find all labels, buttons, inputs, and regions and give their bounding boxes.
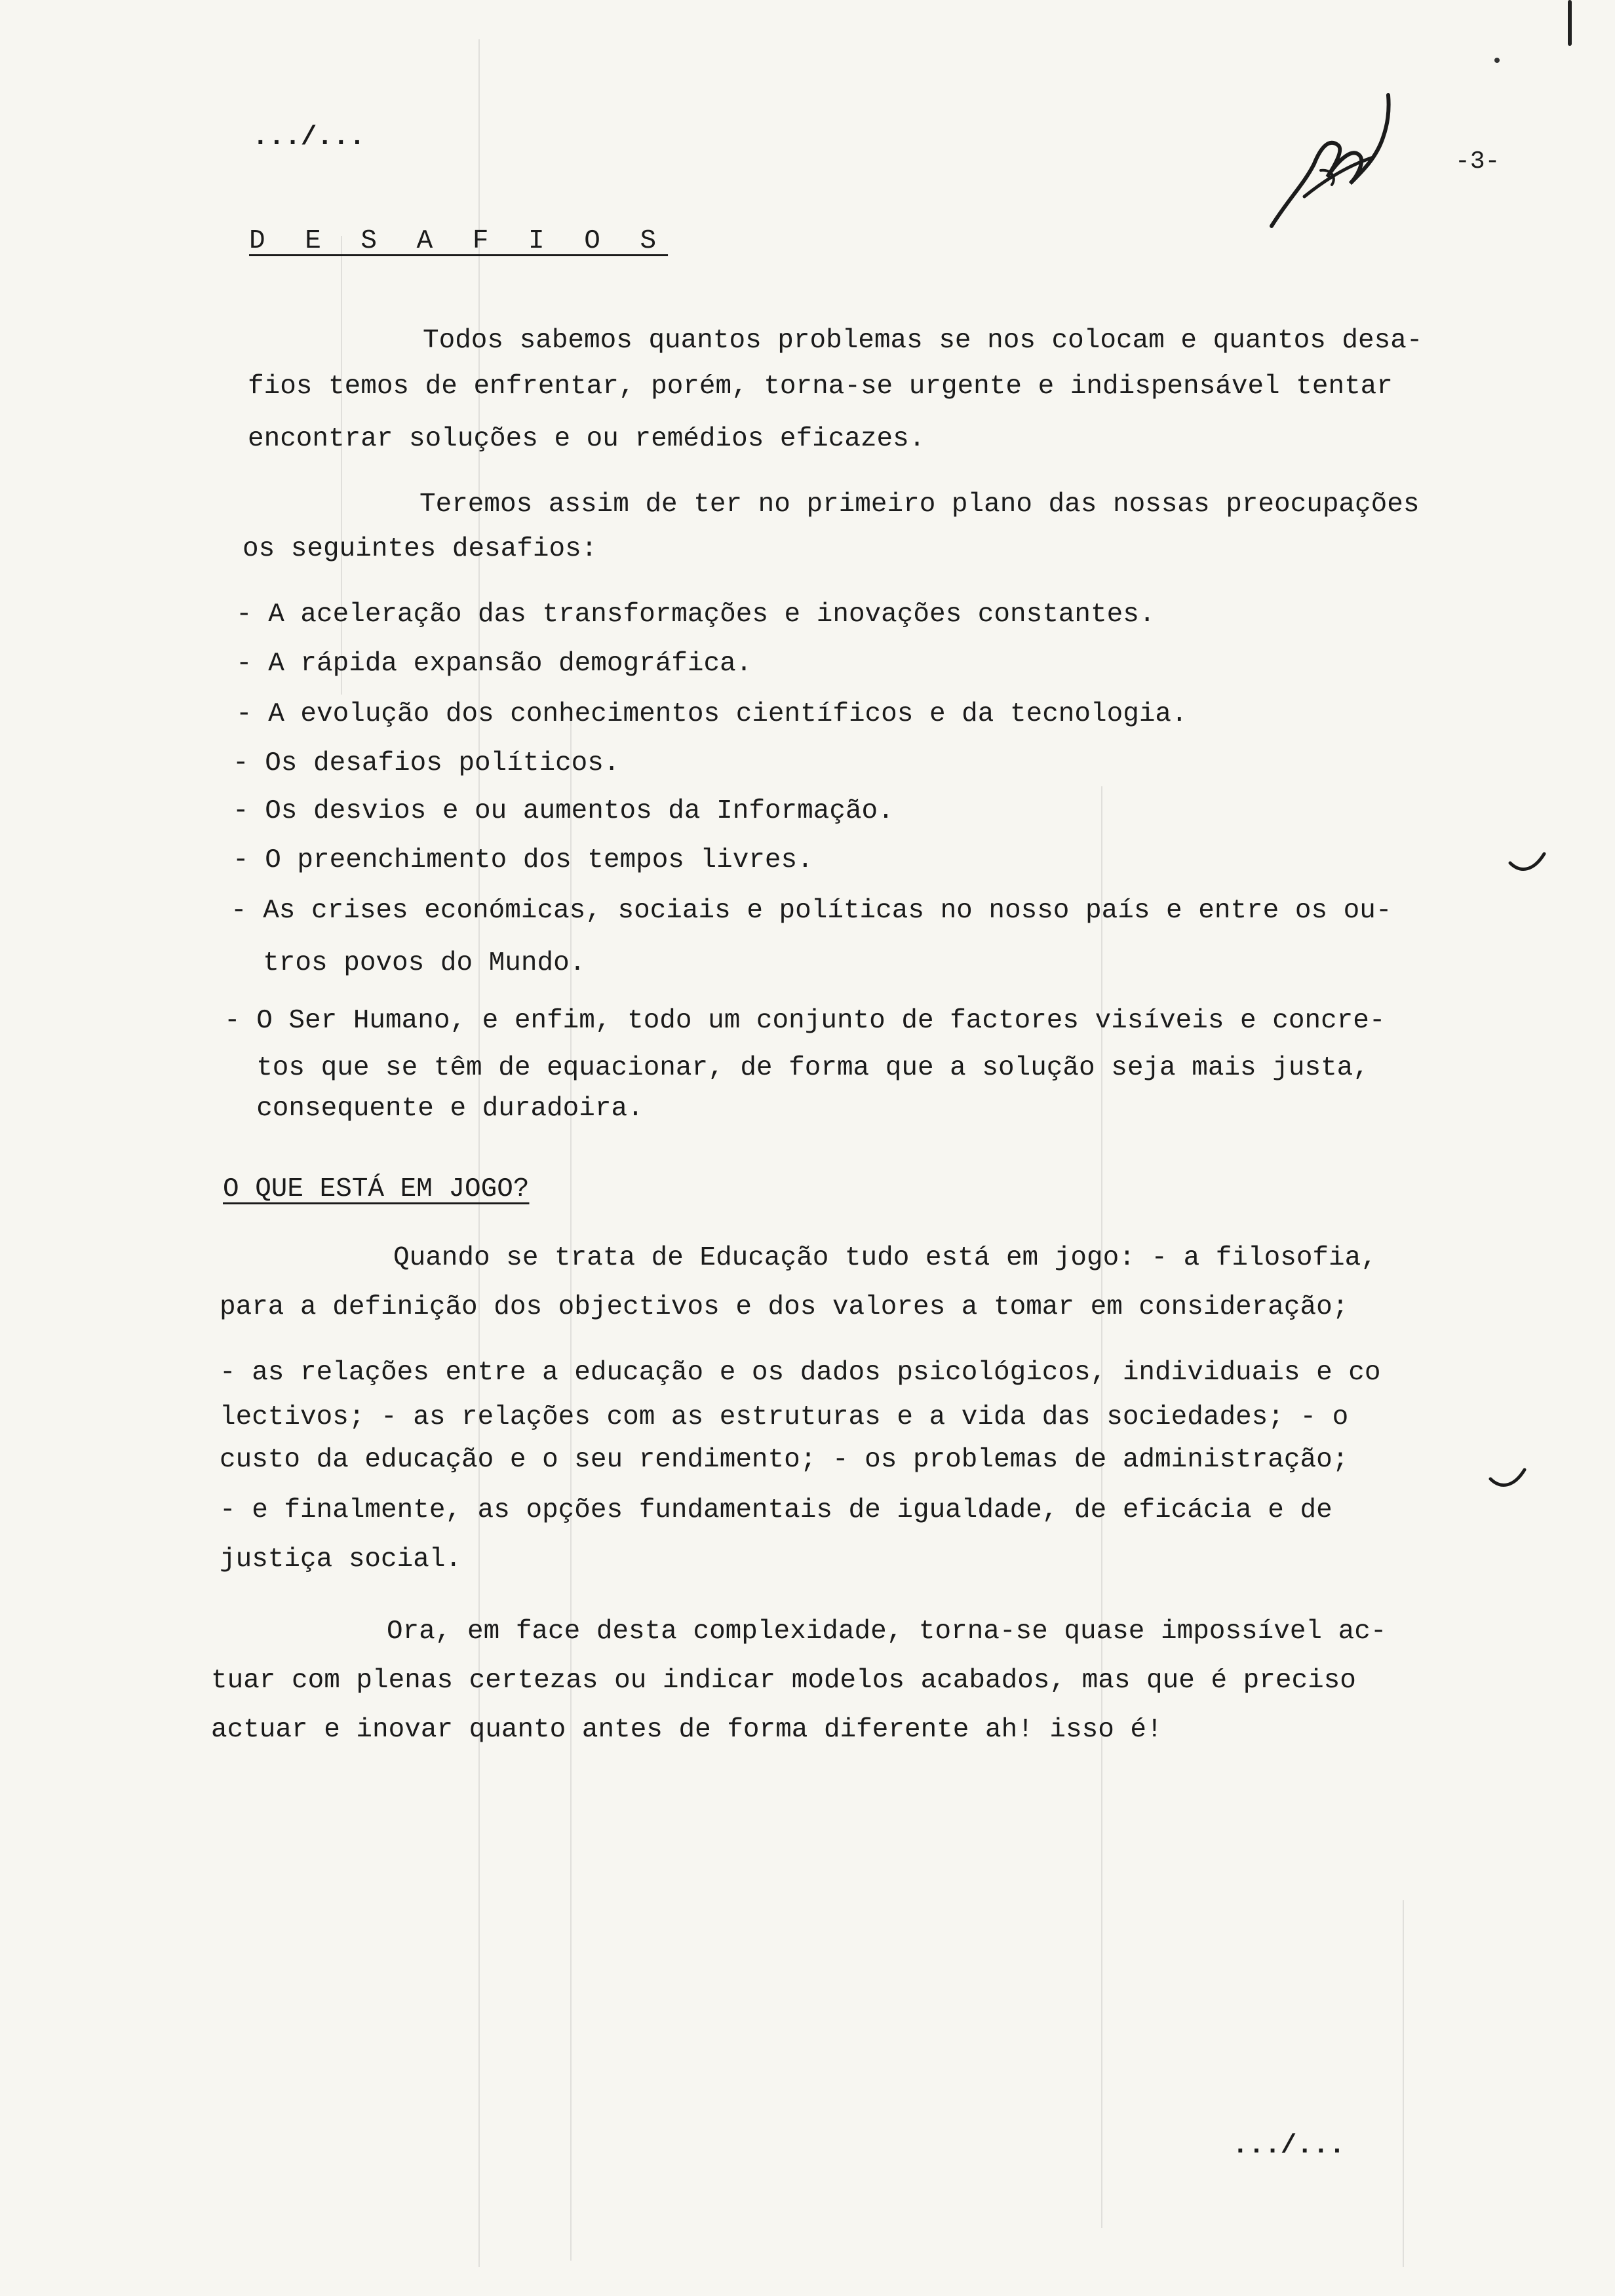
paragraph-line: - as relações entre a educação e os dados psicológicos, individuais e co bbox=[220, 1358, 1381, 1388]
list-item: tos que se têm de equacionar, de forma que a solução seja mais justa, bbox=[224, 1053, 1369, 1083]
continuation-mark-bottom: .../... bbox=[1232, 2131, 1346, 2161]
edge-mark bbox=[1568, 0, 1572, 46]
paragraph-line: Todos sabemos quantos problemas se nos colocam e quantos desa- bbox=[423, 326, 1423, 356]
handwritten-initials-icon bbox=[1258, 85, 1409, 236]
list-item: consequente e duradoira. bbox=[224, 1094, 644, 1124]
paragraph-line: Ora, em face desta complexidade, torna-se quase impossível ac- bbox=[387, 1617, 1387, 1647]
paragraph-line: lectivos; - as relações com as estruturas e a vida das sociedades; - o bbox=[220, 1402, 1349, 1432]
edge-dot bbox=[1494, 58, 1500, 63]
paragraph-line: Quando se trata de Educação tudo está em jogo: - a filosofia, bbox=[393, 1243, 1377, 1273]
margin-tick-icon bbox=[1508, 849, 1547, 875]
paragraph-line: actuar e inovar quanto antes de forma diferente ah! isso é! bbox=[211, 1715, 1163, 1745]
paragraph-line: encontrar soluções e ou remédios eficazes. bbox=[248, 424, 925, 454]
continuation-mark-top: .../... bbox=[252, 123, 366, 153]
section-title-desafios: D E S A F I O S bbox=[249, 226, 669, 256]
list-item: - O preenchimento dos tempos livres. bbox=[233, 845, 813, 875]
scan-artifact bbox=[1403, 1900, 1404, 2267]
paragraph-line: tuar com plenas certezas ou indicar modelos acabados, mas que é preciso bbox=[211, 1666, 1356, 1696]
paragraph-line: Teremos assim de ter no primeiro plano das nossas preocupações bbox=[419, 489, 1420, 520]
list-item: - A rápida expansão demográfica. bbox=[236, 649, 752, 679]
paragraph-line: para a definição dos objectivos e dos valores a tomar em consideração; bbox=[220, 1292, 1349, 1322]
list-item: tros povos do Mundo. bbox=[231, 948, 586, 978]
paragraph-line: - e finalmente, as opções fundamentais de igualdade, de eficácia e de bbox=[220, 1495, 1333, 1525]
list-item: - As crises económicas, sociais e políticas no nosso país e entre os ou- bbox=[231, 896, 1392, 926]
paragraph-line: custo da educação e o seu rendimento; - os problemas de administração; bbox=[220, 1445, 1349, 1475]
list-item: - Os desvios e ou aumentos da Informação. bbox=[233, 796, 894, 826]
paragraph-line: fios temos de enfrentar, porém, torna-se urgente e indispensável tentar bbox=[248, 372, 1393, 402]
list-item: - A evolução dos conhecimentos científicos e da tecnologia. bbox=[236, 699, 1188, 729]
margin-tick-icon bbox=[1488, 1464, 1527, 1491]
list-item: - O Ser Humano, e enfim, todo um conjunto de factores visíveis e concre- bbox=[224, 1006, 1386, 1036]
page-number: -3- bbox=[1455, 147, 1500, 176]
paragraph-line: justiça social. bbox=[220, 1544, 462, 1575]
list-item: - Os desafios políticos. bbox=[233, 748, 620, 778]
paragraph-line: os seguintes desafios: bbox=[243, 534, 598, 564]
list-item: - A aceleração das transformações e inovações constantes. bbox=[236, 600, 1156, 630]
section-title-o-que-esta-em-jogo: O QUE ESTÁ EM JOGO? bbox=[223, 1174, 530, 1204]
